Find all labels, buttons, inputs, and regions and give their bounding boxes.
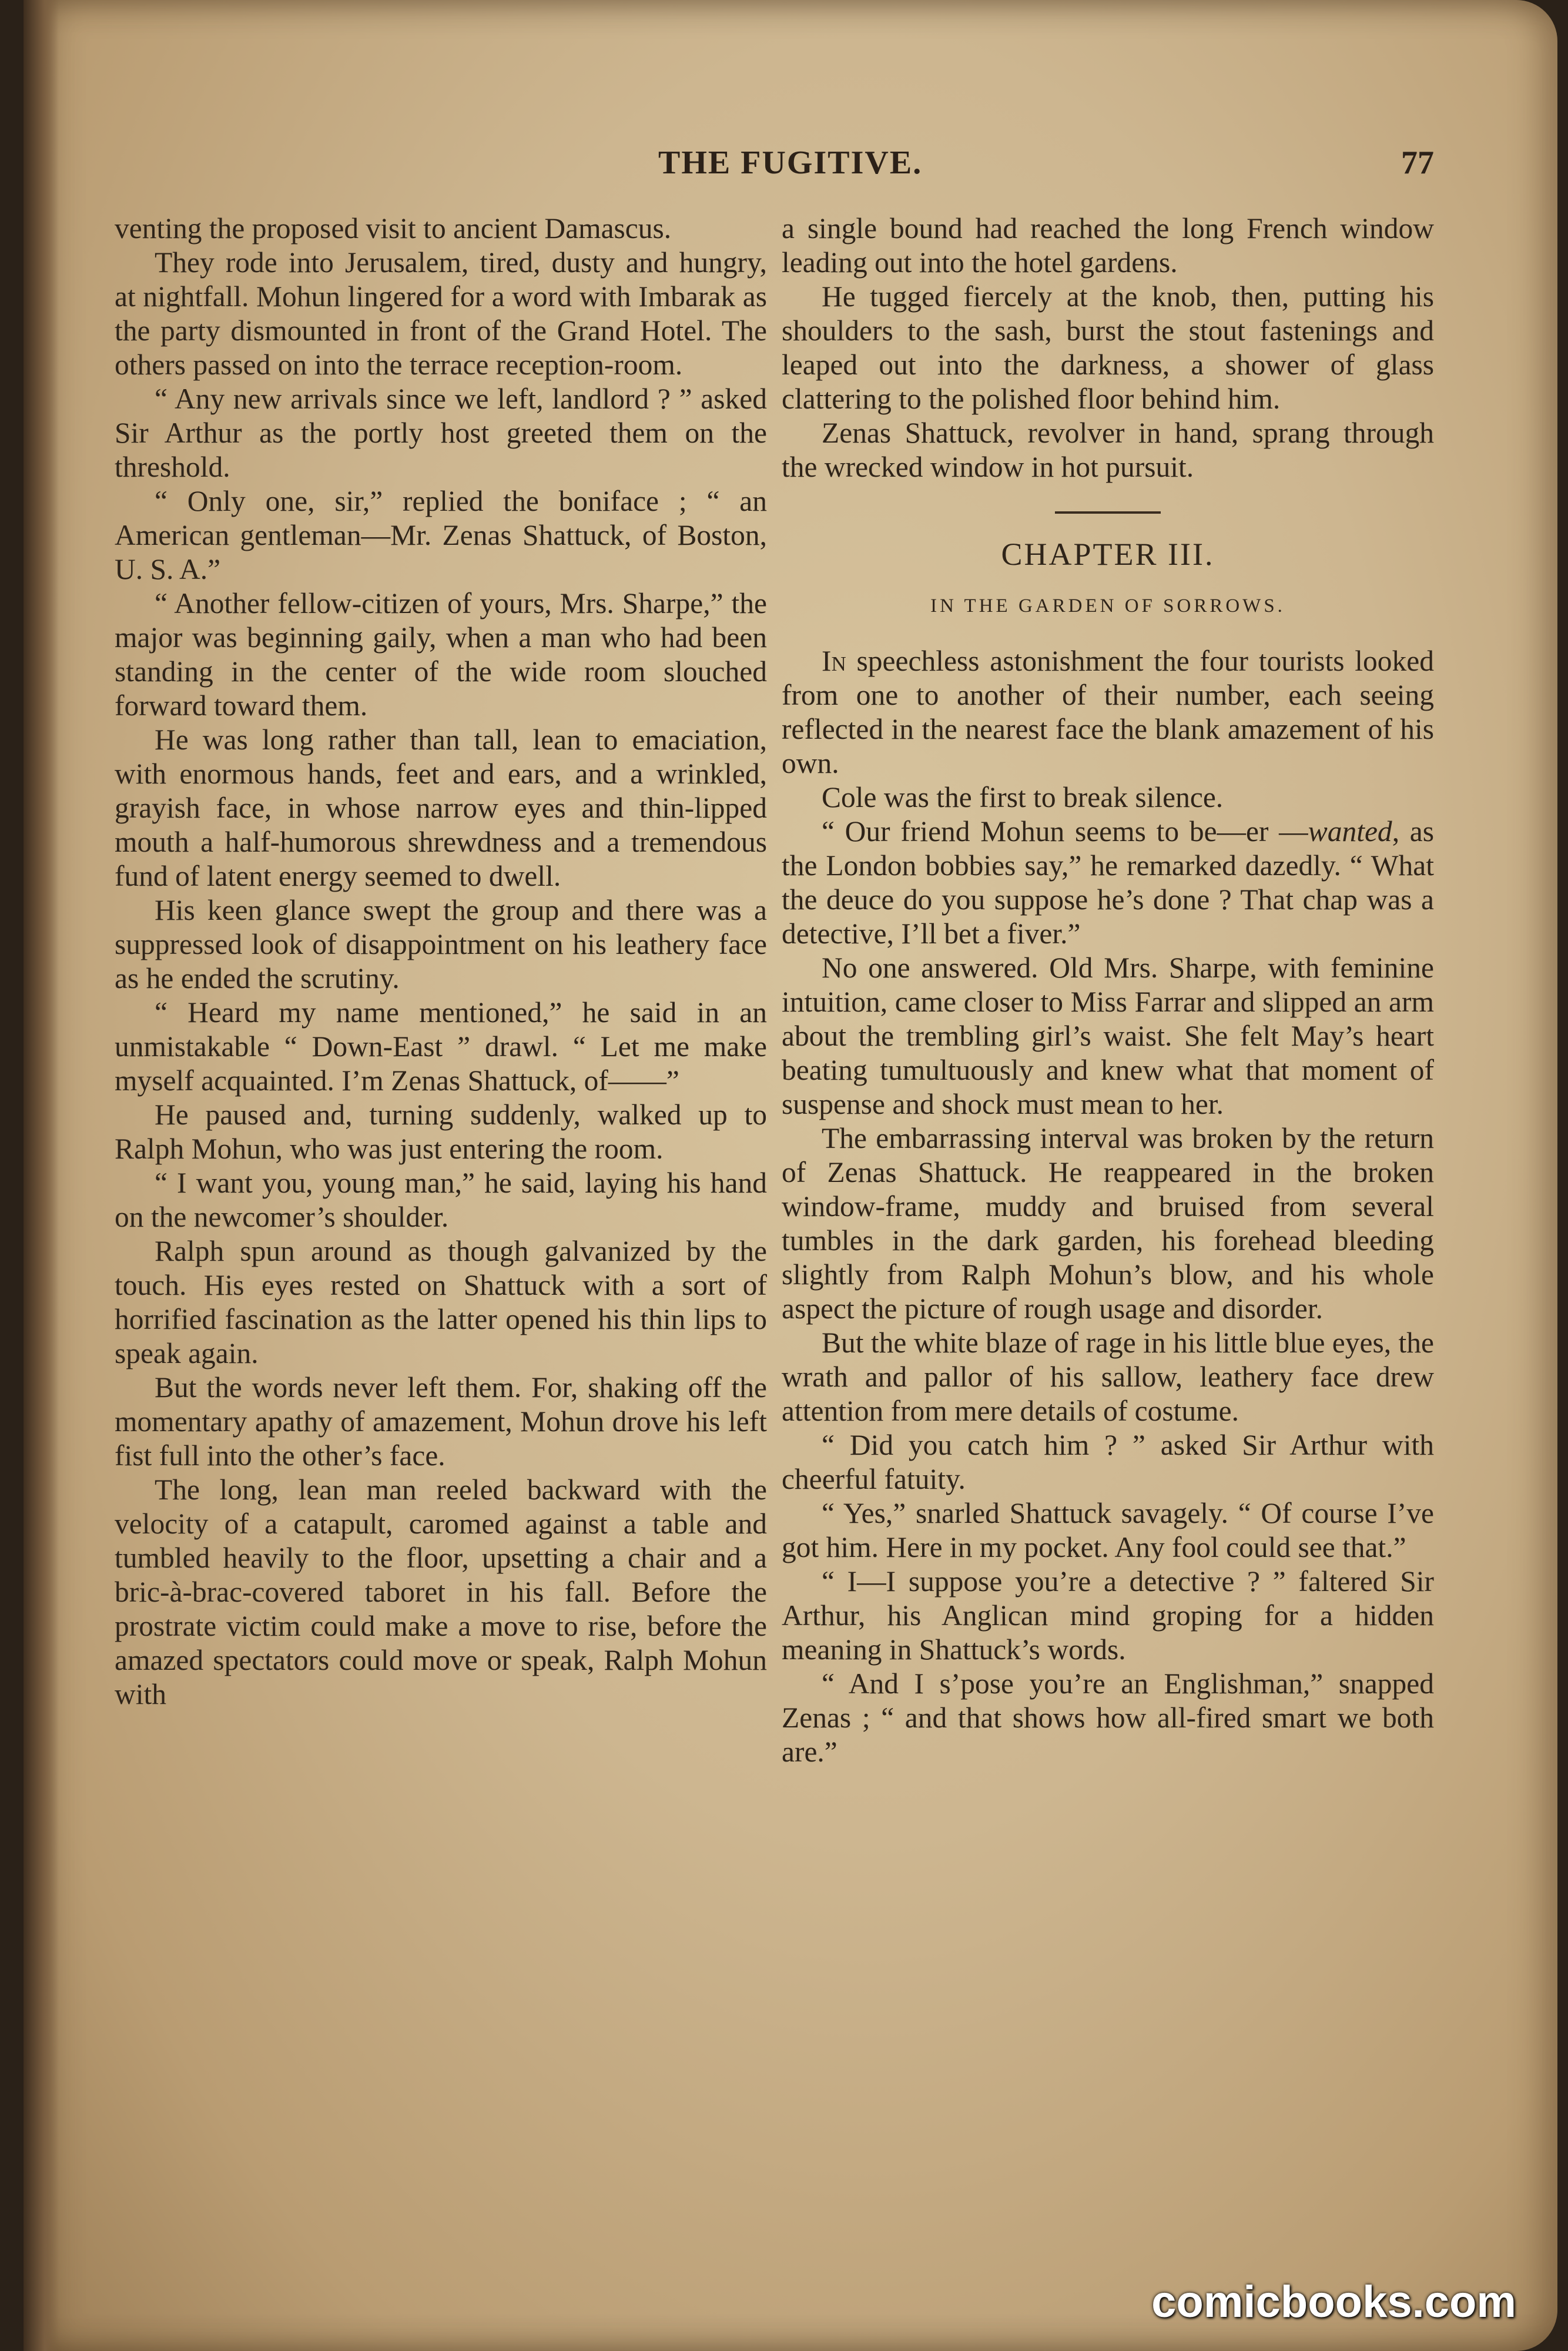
page-header bbox=[635, 144, 1434, 191]
italic-word: wanted bbox=[1308, 815, 1392, 848]
book-spine bbox=[24, 0, 59, 2351]
paragraph: He paused and, turning suddenly, walked up to Ralph Mohun, who was just entering the room. bbox=[115, 1099, 767, 1165]
paragraph: “ Another fellow-citizen of yours, Mrs. Sharpe,” the major was beginning gaily, when a man who had been standing in the center of the wide room slouched forward toward them. bbox=[115, 587, 767, 722]
paragraph bbox=[782, 815, 1434, 951]
section-divider bbox=[1055, 511, 1161, 514]
paragraph: Ralph spun around as though galvanized by the touch. His eyes rested on Shattuck with a sort of horrified fascination as the latter opened his thin lips to speak again. bbox=[115, 1235, 767, 1369]
paragraph: But the white blaze of rage in his little blue eyes, the wrath and pallor of his sallow, leathery face drew attention from mere details of costume. bbox=[782, 1327, 1434, 1427]
paragraph: No one answered. Old Mrs. Sharpe, with feminine intuition, came closer to Miss Farrar and slipped an arm about the trembling girl’s waist. She felt May’s heart beating tumultuously and knew what that moment of suspense and shock must mean to her. bbox=[782, 952, 1434, 1120]
paragraph-text: “ Our friend Mohun seems to be—er — bbox=[822, 815, 1308, 848]
paragraph: He tugged fiercely at the knob, then, putting his shoulders to the sash, burst the stout fastenings and leaped out into the darkness, a shower of glass clattering to the polished floor behind him. bbox=[782, 280, 1434, 415]
paragraph-text: , as the London bobbies say,” he remarked dazedly. “ What the deuce do you suppose he’s done ? That chap was a detective, I’ll bet a fiver.” bbox=[782, 815, 1434, 950]
paragraph: “ I want you, young man,” he said, laying his hand on the newcomer’s shoulder. bbox=[115, 1167, 767, 1233]
paragraph: The embarrassing interval was broken by the return of Zenas Shattuck. He reappeared in the broken window-frame, muddy and bruised from several tumbles in the dark garden, his forehead bleeding slightly from Ralph Mohun’s blow, and his whole aspect the picture of rough usage and disorder. bbox=[782, 1122, 1434, 1325]
chapter-opening-word: In bbox=[822, 645, 846, 677]
paragraph: venting the proposed visit to ancient Damascus. bbox=[115, 212, 672, 245]
paragraph-text: speechless astonishment the four tourists looked from one to another of their number, each seeing reflected in the nearest face the blank amazement of his own. bbox=[782, 645, 1434, 779]
running-title: THE FUGITIVE. bbox=[658, 145, 923, 181]
paragraph: They rode into Jerusalem, tired, dusty and hungry, at nightfall. Mohun lingered for a word with Imbarak as the party dismounted in front of the Grand Hotel. The others passed on into the terrace reception-room. bbox=[115, 246, 767, 381]
page-number: 77 bbox=[1401, 145, 1434, 181]
paragraph: Zenas Shattuck, revolver in hand, sprang through the wrecked window in hot pursuit. bbox=[782, 417, 1434, 483]
chapter-subtitle: IN THE GARDEN OF SORROWS. bbox=[930, 595, 1285, 617]
right-column bbox=[782, 212, 1434, 1769]
paragraph: But the words never left them. For, shaking off the momentary apathy of amazement, Mohun drove his left fist full into the other’s face. bbox=[115, 1371, 767, 1472]
paragraph: “ Any new arrivals since we left, landlord ? ” asked Sir Arthur as the portly host greeted them on the threshold. bbox=[115, 383, 767, 483]
chapter-title: CHAPTER III. bbox=[1001, 537, 1215, 572]
paragraph: “ Yes,” snarled Shattuck savagely. “ Of course I’ve got him. Here in my pocket. Any fool could see that.” bbox=[782, 1497, 1434, 1563]
site-watermark: comicbooks.com bbox=[1151, 2277, 1516, 2327]
paragraph: He was long rather than tall, lean to emaciation, with enormous hands, feet and ears, and a wrinkled, grayish face, in whose narrow eyes and thin-lipped mouth a half-humorous shrewdness and a tremendous fund of latent energy seemed to dwell. bbox=[115, 724, 767, 892]
paragraph: “ Did you catch him ? ” asked Sir Arthur with cheerful fatuity. bbox=[782, 1429, 1434, 1495]
paragraph: “ Only one, sir,” replied the boniface ; “ an American gentleman—Mr. Zenas Shattuck, of Boston, U. S. A.” bbox=[115, 485, 767, 585]
paragraph bbox=[782, 644, 1434, 781]
paragraph: Cole was the first to break silence. bbox=[822, 781, 1224, 813]
left-column bbox=[115, 212, 767, 1712]
paragraph: “ Heard my name mentioned,” he said in an unmistakable “ Down-East ” drawl. “ Let me make myself acquainted. I’m Zenas Shattuck, of——” bbox=[115, 996, 767, 1097]
paragraph: “ I—I suppose you’re a detective ? ” faltered Sir Arthur, his Anglican mind groping for a hidden meaning in Shattuck’s words. bbox=[782, 1565, 1434, 1666]
paragraph: “ And I s’pose you’re an Englishman,” snapped Zenas ; “ and that shows how all-fired smart we both are.” bbox=[782, 1667, 1434, 1768]
paragraph: His keen glance swept the group and there was a suppressed look of disappointment on his leathery face as he ended the scrutiny. bbox=[115, 894, 767, 994]
book-page bbox=[24, 0, 1557, 2351]
paragraph: a single bound had reached the long French window leading out into the hotel gardens. bbox=[782, 212, 1434, 279]
paragraph: The long, lean man reeled backward with the velocity of a catapult, caromed against a table and tumbled heavily to the floor, upsetting a chair and a bric-à-brac-covered taboret in his fall. Before the prostrate victim could make a move to rise, before the amazed spectators could move or speak, Ralph Mohun with bbox=[115, 1473, 767, 1710]
